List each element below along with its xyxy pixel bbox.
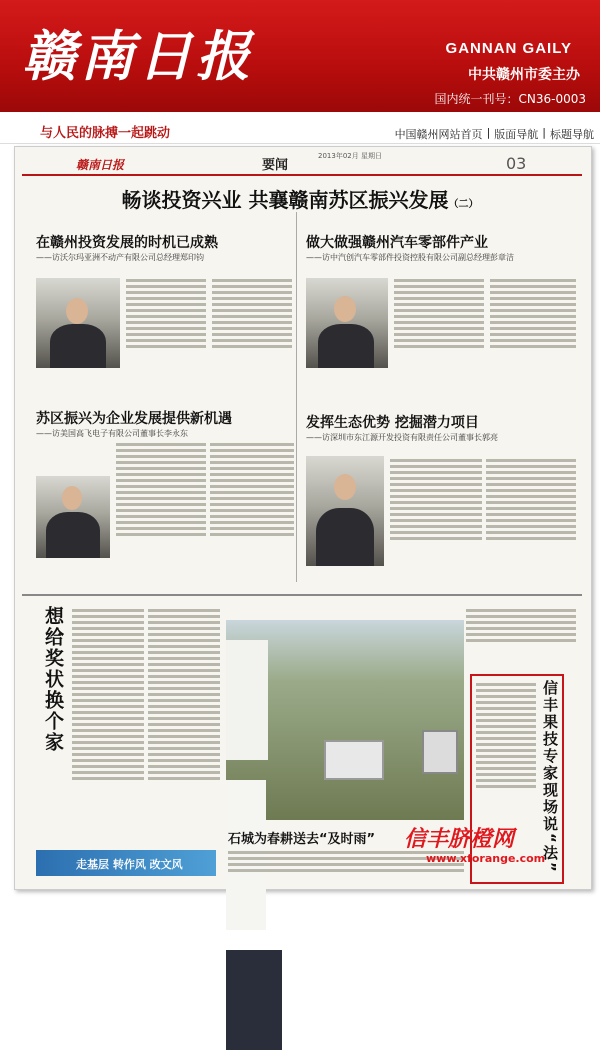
section-divider xyxy=(22,594,582,596)
article-body xyxy=(212,276,292,372)
watermark: 信丰脐橙网 xyxy=(404,827,515,852)
article-body xyxy=(72,606,144,836)
banner-suffix: （二） xyxy=(448,199,479,210)
top-nav xyxy=(395,126,594,142)
photo-caption[interactable]: 石城为春耕送去“及时雨” xyxy=(228,832,376,847)
masthead-org: 中共赣州市委主办 xyxy=(468,67,580,83)
banner-headline[interactable] xyxy=(0,184,600,213)
feature-title-right: 信丰果技专家现场说“法” xyxy=(541,680,559,874)
article-subtitle: ——访美国高飞电子有限公司董事长李永东 xyxy=(36,429,188,438)
slogan: 与人民的脉搏一起跳动 xyxy=(40,126,171,141)
nav-separator: | xyxy=(486,126,491,139)
article-body xyxy=(394,276,484,372)
article-photo xyxy=(306,456,384,566)
column-divider xyxy=(296,212,297,582)
article-body xyxy=(390,456,482,568)
article-body xyxy=(210,440,294,566)
page-header xyxy=(22,150,582,176)
article-subtitle: ——访中汽创汽车零部件投资控股有限公司副总经理彭章洁 xyxy=(306,253,514,262)
campaign-text: 走基层 转作风 改文风 xyxy=(76,858,183,871)
article-subtitle: ——访深圳市东江源开发投资有限责任公司董事长郭亮 xyxy=(306,433,498,442)
nav-home-link[interactable]: 中国赣州网站首页 xyxy=(394,128,483,141)
campaign-strip xyxy=(36,850,216,876)
masthead-english: GANNAN GAILY xyxy=(445,40,572,57)
masthead-title: 赣南日报 xyxy=(22,24,254,88)
article-title[interactable]: 做大做强赣州汽车零部件产业 xyxy=(306,235,488,251)
article-subtitle: ——访沃尔玛亚洲不动产有限公司总经理郑印钧 xyxy=(36,253,204,262)
page-number: 03 xyxy=(506,154,527,173)
article-body xyxy=(486,456,576,568)
nav-separator: | xyxy=(542,126,546,139)
nav-layout-link[interactable]: 版面导航 xyxy=(494,128,539,141)
article-body xyxy=(490,276,576,372)
masthead-cn: 国内统一刊号：CN36-0003 xyxy=(434,92,586,106)
nav-title-link[interactable]: 标题导航 xyxy=(550,128,594,141)
page-logo: 赣南日报 xyxy=(76,158,125,172)
article-photo xyxy=(306,278,388,368)
page-date: 2013年02月 星期日 xyxy=(318,152,382,160)
article-title[interactable]: 在赣州投资发展的时机已成熟 xyxy=(36,235,218,251)
page-section: 要闻 xyxy=(262,158,289,173)
article-body xyxy=(466,606,576,668)
masthead xyxy=(0,0,600,112)
article-body xyxy=(476,680,536,820)
article-title[interactable]: 发挥生态优势 挖掘潜力项目 xyxy=(306,415,479,431)
article-photo xyxy=(36,476,110,558)
article-photo xyxy=(36,278,120,368)
article-body xyxy=(116,440,206,566)
watermark-url: www.xforange.com xyxy=(426,852,546,865)
article-body xyxy=(126,276,206,372)
feature-title-left[interactable]: 想给奖状换个家 xyxy=(42,606,64,753)
article-title[interactable]: 苏区振兴为企业发展提供新机遇 xyxy=(36,411,232,427)
article-body xyxy=(148,606,220,836)
farm-photo xyxy=(226,620,464,820)
banner-text: 畅谈投资兴业 共襄赣南苏区振兴发展 xyxy=(121,188,449,212)
